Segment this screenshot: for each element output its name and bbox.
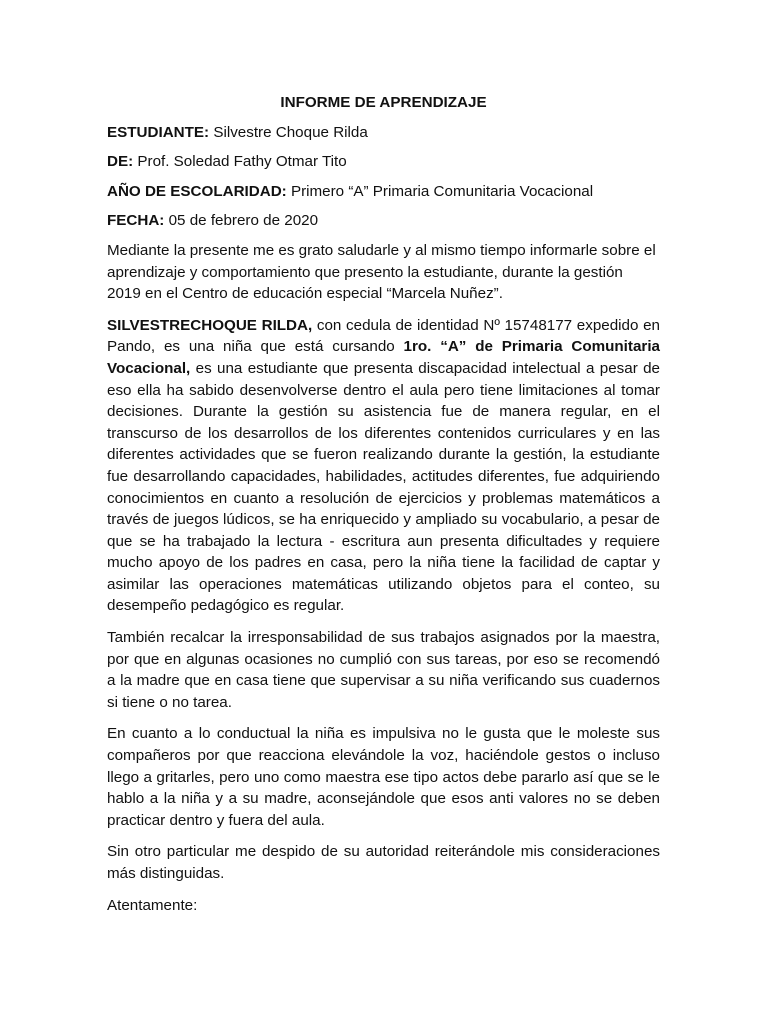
grade-bold: 1ro. “A” de Primaria Comunitaria Vocacional,: [107, 338, 660, 377]
document-page: [107, 92, 660, 926]
closing-text: Atentamente:: [107, 896, 198, 914]
behavior-paragraph: En cuanto a lo conductual la niña es impulsiva no le gusta que le moleste sus compañeros por que reacciona elevándole la voz, haciéndole gestos o incluso llego a gritarles, pero uno como maestra ese tipo actos debe pararlo así que se le hablo a la niña y a su madre, aconsejándole que esos anti valores no se deben practicar dentro y fuera del aula.: [107, 725, 660, 829]
student-description-text-1: con cedula de identidad Nº 15748177 expedido en Pando, es una niña que está cursando: [107, 316, 660, 356]
field-estudiante-value: Silvestre Choque Rilda: [209, 123, 368, 141]
farewell-paragraph: Sin otro particular me despido de su autoridad reiterándole mis consideraciones más distinguidas.: [107, 843, 660, 882]
field-estudiante: [107, 122, 660, 144]
field-fecha-value: 05 de febrero de 2020: [164, 212, 319, 230]
field-anio-label: AÑO DE ESCOLARIDAD:: [107, 182, 287, 200]
field-de-label: DE:: [107, 153, 134, 171]
field-fecha: [107, 210, 660, 232]
field-anio-value: Primero “A” Primaria Comunitaria Vocacional: [286, 182, 594, 200]
field-estudiante-label: ESTUDIANTE:: [107, 123, 210, 141]
field-de-value: Prof. Soledad Fathy Otmar Tito: [133, 153, 347, 171]
responsibility-paragraph: También recalcar la irresponsabilidad de sus trabajos asignados por la maestra, por que en algunas ocasiones no cumplió con sus tareas, por eso se recomendó a la madre que en casa tiene que supervisar a su niña verificando sus cuadernos si tiene o no tarea.: [107, 629, 660, 711]
field-de: [107, 151, 660, 173]
field-anio-escolaridad: [107, 181, 660, 203]
student-description-text-2: es una estudiante que presenta discapacidad intelectual a pesar de eso ella ha sabido desenvolverse dentro el aula pero tiene limitaciones al tomar decisiones. Durante la gestión su asistencia fue de manera regular, en el transcurso de los desarrollos de los diferentes contenidos curriculares y en las diferentes actividades que se fueron realizando durante la gestión, la estudiante fue desarrollando capacidades, habilidades, actitudes diferentes, fue adquiriendo conocimientos en cuanto a resolución de ejercicios y problemas matemáticos a través de juegos lúdicos, se ha enriquecido y ampliado su vocabulario, a pesar de que se ha trabajado la lectura - escritura aun presenta dificultades y requiere mucho apoyo de los padres en casa, pero la niña tiene la facilidad de captar y asimilar las operaciones matemáticas utilizando objetos para el conteo, su desempeño pedagógico es regular.: [107, 359, 660, 615]
document-title: INFORME DE APRENDIZAJE: [280, 94, 487, 111]
student-name-bold: SILVESTRECHOQUE RILDA,: [107, 316, 313, 334]
student-description-paragraph: [107, 315, 660, 617]
intro-paragraph: Mediante la presente me es grato saludarle y al mismo tiempo informarle sobre el aprendizaje y comportamiento que presento la estudiante, durante la gestión 2019 en el Centro de educación especial “Marcela Nuñez”.: [107, 241, 656, 303]
field-fecha-label: FECHA:: [107, 212, 165, 230]
